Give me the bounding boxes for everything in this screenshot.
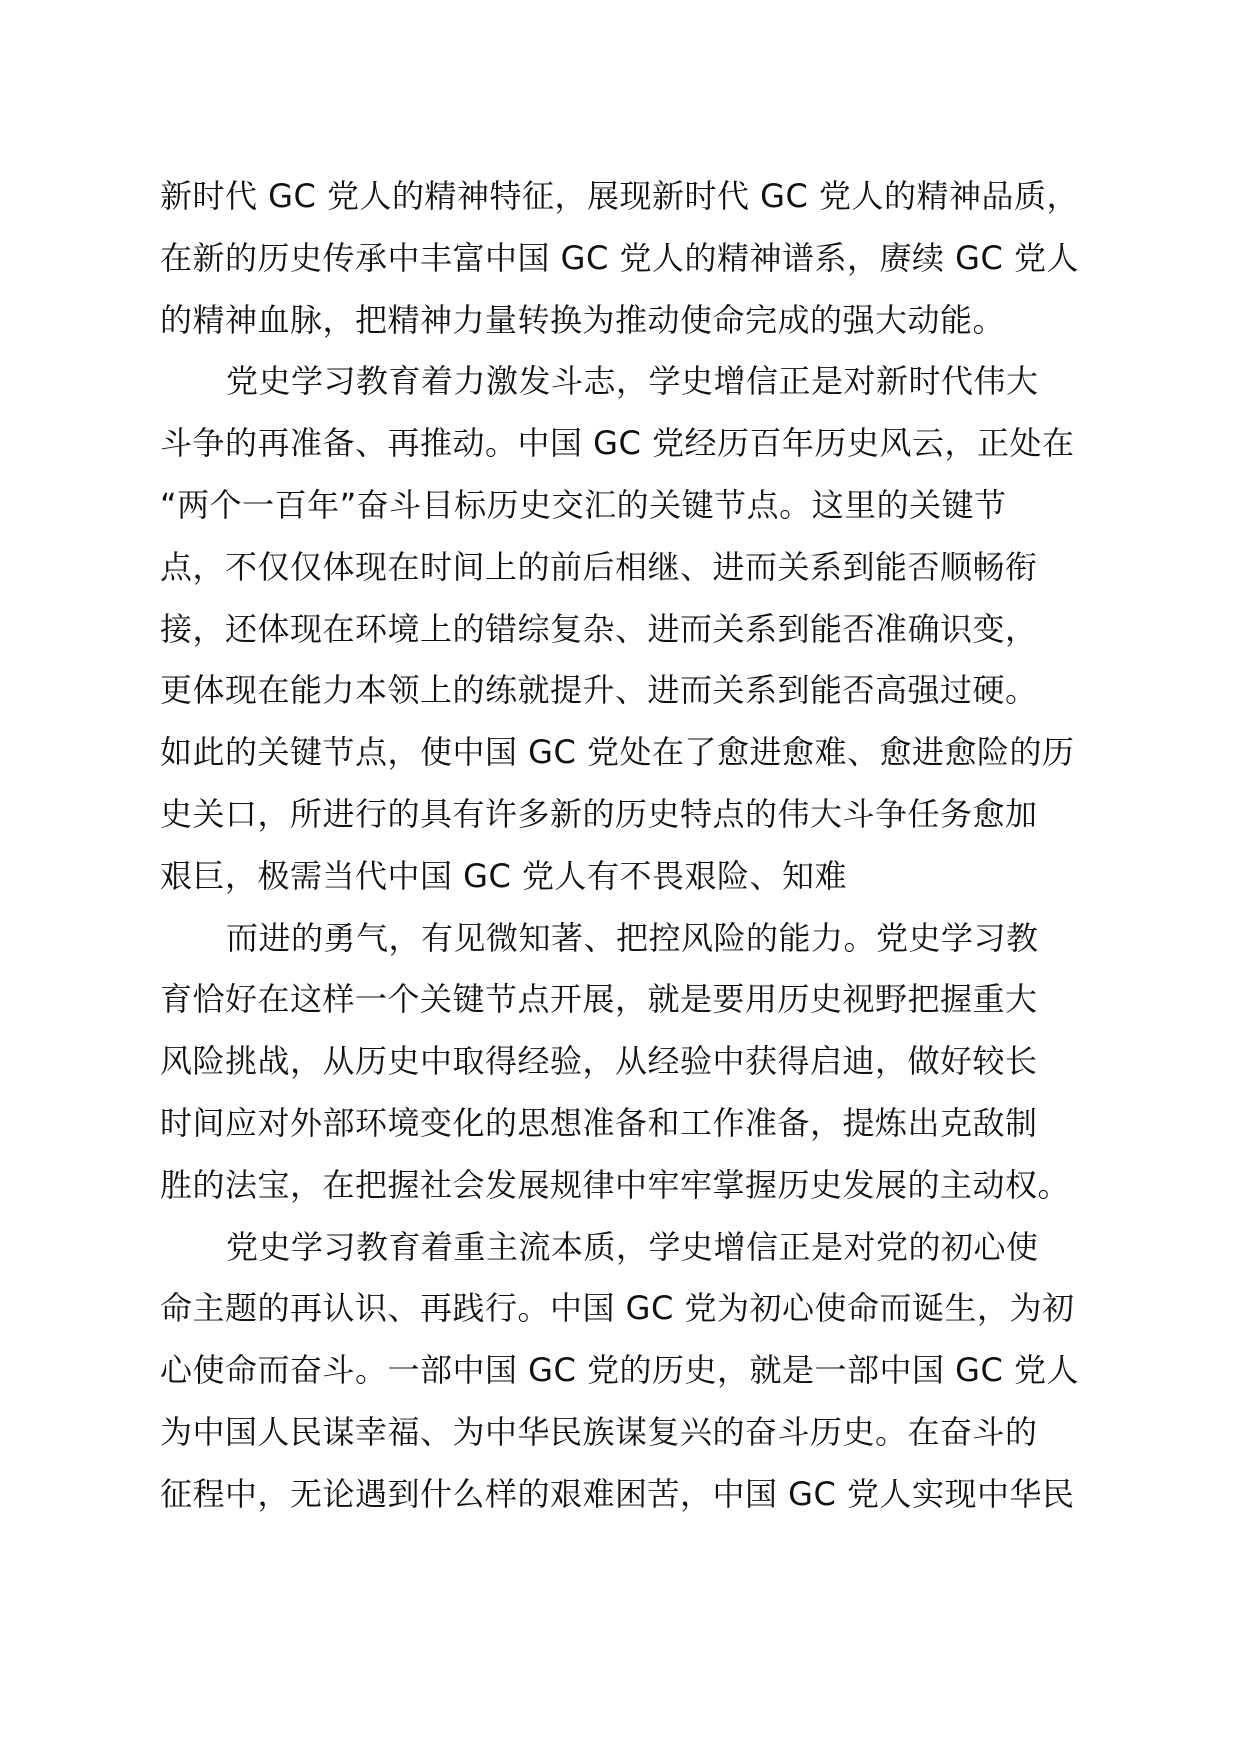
text-line: 时间应对外部环境变化的思想准备和工作准备，提炼出克敌制 bbox=[160, 1103, 1038, 1142]
text-line: 命主题的再认识、再践行。中国 GC 党为初心使命而诞生，为初 bbox=[160, 1289, 1075, 1328]
text-line: 新时代 GC 党人的精神特征，展现新时代 GC 党人的精神品质， bbox=[160, 177, 1079, 215]
text-line: 育恰好在这样一个关键节点开展，就是要用历史视野把握重大 bbox=[160, 980, 1038, 1019]
text-line: 史关口，所进行的具有许多新的历史特点的伟大斗争任务愈加 bbox=[160, 794, 1038, 833]
text-line: 艰巨，极需当代中国 GC 党人有不畏艰险、知难 bbox=[160, 856, 847, 895]
text-line: 心使命而奋斗。一部中国 GC 党的历史，就是一部中国 GC 党人 bbox=[160, 1351, 1079, 1390]
text-line: 在新的历史传承中丰富中国 GC 党人的精神谱系，赓续 GC 党人 bbox=[160, 238, 1079, 277]
text-line: 为中国人民谋幸福、为中华民族谋复兴的奋斗历史。在奋斗的 bbox=[160, 1412, 1038, 1451]
paragraph-first-line: 党史学习教育着重主流本质，学史增信正是对党的初心使 bbox=[226, 1227, 1039, 1266]
document-body bbox=[160, 166, 1100, 1526]
text-line: 更体现在能力本领上的练就提升、进而关系到能否高强过硬。 bbox=[160, 671, 1038, 710]
text-line: 的精神血脉，把精神力量转换为推动使命完成的强大动能。 bbox=[160, 300, 1006, 339]
text-line: 斗争的再准备、再推动。中国 GC 党经历百年历史风云，正处在 bbox=[160, 424, 1075, 463]
text-line: 接，还体现在环境上的错综复杂、进而关系到能否准确识变， bbox=[160, 609, 1038, 648]
text-line: 风险挑战，从历史中取得经验，从经验中获得启迪，做好较长 bbox=[160, 1042, 1038, 1081]
paragraph-first-line: 党史学习教育着力激发斗志，学史增信正是对新时代伟大 bbox=[226, 362, 1039, 401]
text-line: 征程中，无论遇到什么样的艰难困苦，中国 GC 党人实现中华民 bbox=[160, 1474, 1075, 1513]
text-line: 点，不仅仅体现在时间上的前后相继、进而关系到能否顺畅衔 bbox=[160, 547, 1038, 586]
text-line: “两个一百年”奋斗目标历史交汇的关键节点。这里的关键节 bbox=[160, 485, 1007, 524]
paragraph-first-line: 而进的勇气，有见微知著、把控风险的能力。党史学习教 bbox=[226, 918, 1039, 957]
text-line: 胜的法宝，在把握社会发展规律中牢牢掌握历史发展的主动权。 bbox=[160, 1165, 1071, 1204]
text-line: 如此的关键节点，使中国 GC 党处在了愈进愈难、愈进愈险的历 bbox=[160, 733, 1075, 772]
